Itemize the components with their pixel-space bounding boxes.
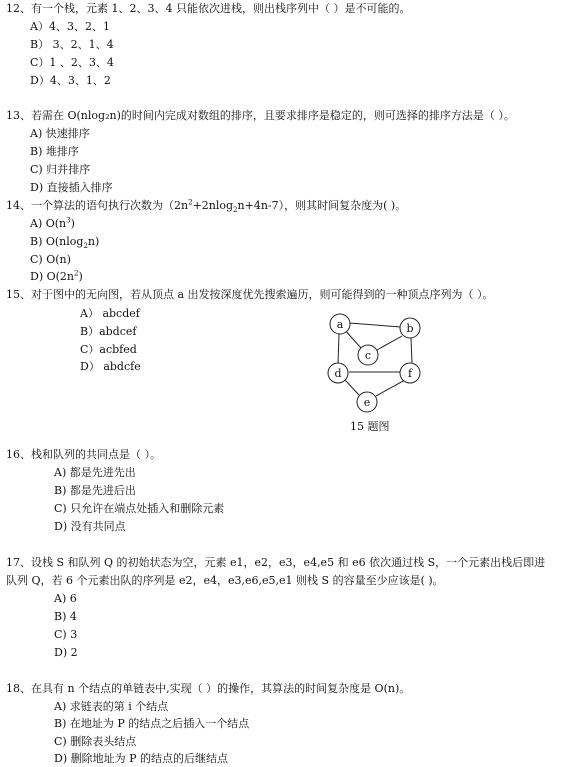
node-label-d: d — [334, 367, 342, 380]
question-18-stem: 18、在具有 n 个结点的单链表中,实现（ ）的操作，其算法的时间复杂度是 O(n)。 — [6, 682, 411, 695]
question-17-stem-line2: 队列 Q，若 6 个元素出队的序列是 e2，e4，e3,e6,e5,e1 则栈 S 的容量至少应该是( )。 — [6, 574, 444, 587]
q17-option-d: D) 2 — [54, 646, 78, 659]
q17-option-c: C) 3 — [54, 628, 78, 641]
q17-option-b: B) 4 — [54, 610, 77, 623]
q13-option-b: B) 堆排序 — [30, 145, 79, 158]
q14-option-d: D) $O(2n^2)$ — [30, 269, 83, 283]
edge-a-d — [338, 334, 339, 364]
q18-option-d: D) 删除地址为 P 的结点的后继结点 — [54, 752, 229, 765]
edge-b-f — [411, 338, 412, 363]
q15-option-c: C）acbfed — [80, 343, 137, 356]
question-16-stem: 16、栈和队列的共同点是（ ）。 — [6, 448, 161, 461]
q15-option-a: A） abcdef — [80, 307, 140, 320]
q12-option-a: A）4、3、2、1 — [30, 20, 110, 33]
node-label-e: e — [363, 396, 371, 409]
q15-option-d: D） abdcfe — [80, 360, 141, 373]
question-15-stem: 15、对于图中的无向图，若从顶点 a 出发按深度优先搜索遍历，则可能得到的一种顶点序列为（ ）。 — [6, 288, 494, 301]
q15-option-b: B）abdcef — [80, 325, 137, 338]
question-17-stem-line1: 17、设栈 S 和队列 Q 的初始状态为空，元素 e1，e2，e3，e4,e5 和 e6 依次通过栈 S，一个元素出栈后即进 — [6, 556, 546, 569]
q12-option-d: D）4、3、1、2 — [30, 74, 111, 87]
edge-f-e — [376, 380, 405, 396]
node-label-a: a — [336, 318, 344, 331]
q16-option-d: D) 没有共同点 — [54, 520, 126, 533]
q14-option-b: B) O(nlog$_2$n) — [30, 235, 100, 251]
figure-caption: 15 题图 — [350, 420, 390, 433]
graph-figure — [320, 308, 430, 416]
q13-option-d: D) 直接插入排序 — [30, 181, 113, 194]
q13-option-a: A) 快速排序 — [30, 127, 90, 140]
edge-a-b — [349, 323, 401, 327]
q12-option-c: C）1 、2、3、4 — [30, 56, 114, 69]
q18-option-b: B) 在地址为 P 的结点之后插入一个结点 — [54, 717, 250, 730]
q14-option-c: C) O(n) — [30, 253, 71, 266]
node-label-c: c — [364, 349, 372, 362]
q16-option-c: C) 只允许在端点处插入和删除元素 — [54, 502, 225, 515]
q14-option-a: A) $O(n^3)$ — [30, 216, 75, 230]
q16-option-a: A) 都是先进先出 — [54, 466, 136, 479]
question-13-stem: 13、若需在 O(nlog₂n)的时间内完成对数组的排序，且要求排序是稳定的，则可选择的排序方法是（ ）。 — [6, 109, 515, 122]
edge-d-e — [345, 380, 359, 395]
question-12-stem: 12、有一个栈，元素 1、2、3、4 只能依次进栈，则出栈序列中（ ）是不可能的。 — [6, 2, 411, 15]
node-label-f: f — [407, 367, 413, 380]
edge-b-c — [377, 336, 402, 350]
q12-option-b: B） 3、2、1、4 — [30, 38, 114, 51]
q18-option-a: A) 求链表的第 i 个结点 — [54, 700, 169, 713]
node-label-b: b — [406, 322, 414, 335]
q13-option-c: C) 归并排序 — [30, 163, 91, 176]
q18-option-c: C) 删除表头结点 — [54, 735, 137, 748]
q16-option-b: B) 都是先进后出 — [54, 484, 136, 497]
question-14-stem: 14、一个算法的语句执行次数为$(2n^2+2nlog_2n+4n-7)$，则其时间复杂度为( )。 — [6, 198, 407, 215]
q17-option-a: A) 6 — [54, 592, 77, 605]
